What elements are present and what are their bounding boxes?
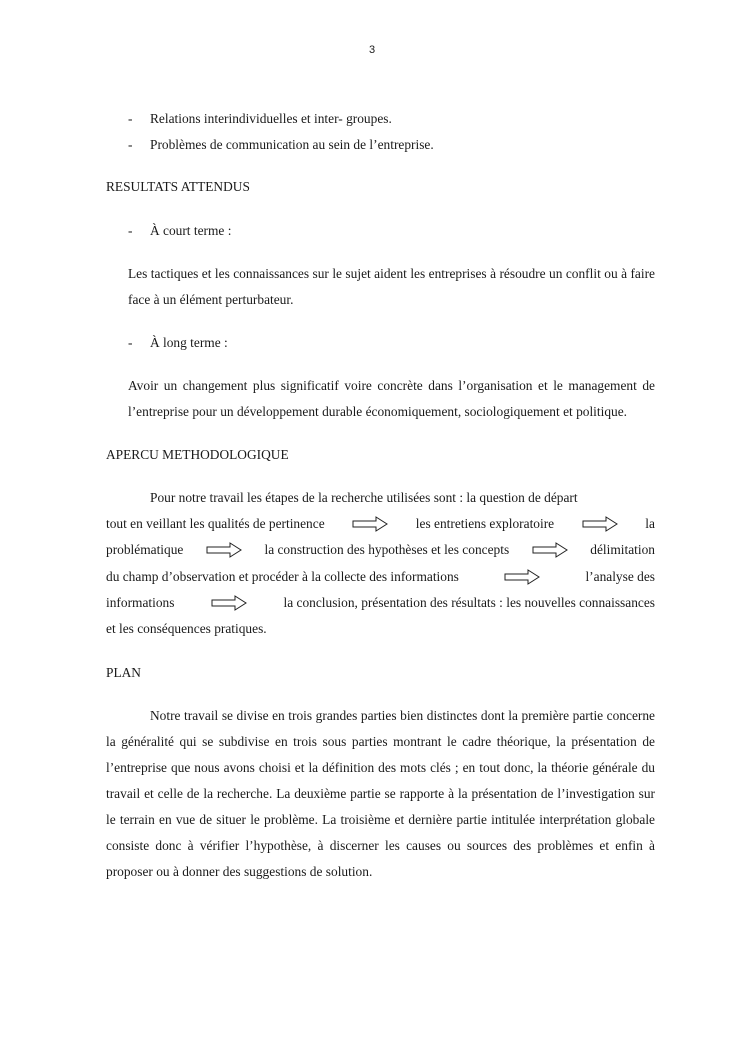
bullet-marker: - bbox=[128, 137, 133, 152]
list-item bbox=[128, 132, 655, 158]
list-item-text: Problèmes de communication au sein de l’entreprise. bbox=[150, 137, 434, 152]
document-body bbox=[106, 106, 655, 885]
apercu-line bbox=[106, 511, 655, 537]
court-terme-paragraph: Les tactiques et les connaissances sur le sujet aident les entreprises à résoudre un conflit ou à faire face à un élément perturbateur. bbox=[128, 266, 655, 307]
apercu-line bbox=[106, 564, 655, 590]
bullet-marker: - bbox=[128, 335, 133, 350]
apercu-line bbox=[106, 537, 655, 563]
section-title-apercu: APERCU METHODOLOGIQUE bbox=[106, 447, 289, 462]
list-item bbox=[128, 106, 655, 132]
right-arrow-icon bbox=[582, 516, 618, 532]
bullet-marker: - bbox=[128, 111, 133, 126]
bullet-marker: - bbox=[128, 223, 133, 238]
right-arrow-icon bbox=[532, 542, 568, 558]
list-item bbox=[128, 218, 655, 244]
apercu-text: les entretiens exploratoire bbox=[415, 516, 555, 532]
right-arrow-icon bbox=[504, 569, 540, 585]
apercu-text: l’analyse des bbox=[585, 568, 655, 584]
apercu-line bbox=[106, 590, 655, 616]
apercu-paragraph bbox=[106, 485, 655, 642]
page-number: 3 bbox=[368, 44, 376, 56]
apercu-text: Pour notre travail les étapes de la recherche utilisées sont : la question de départ bbox=[150, 490, 578, 505]
apercu-line: et les conséquences pratiques. bbox=[106, 620, 267, 636]
court-terme-label: À court terme : bbox=[150, 223, 232, 238]
right-arrow-icon bbox=[211, 595, 247, 611]
long-terme-label: À long terme : bbox=[150, 335, 228, 350]
right-arrow-icon bbox=[352, 516, 388, 532]
section-title-resultats: RESULTATS ATTENDUS bbox=[106, 179, 250, 194]
list-item bbox=[128, 330, 655, 356]
apercu-text: problématique bbox=[106, 542, 184, 558]
right-arrow-icon bbox=[206, 542, 242, 558]
apercu-text: informations bbox=[106, 594, 175, 610]
plan-paragraph: Notre travail se divise en trois grandes parties bien distinctes dont la première partie concerne la généralité qui se subdivise en trois sous parties montrant le cadre théorique, la présentation de l’entreprise que nous avons choisi et la définition des mots clés ; en tout donc, la théorie générale du travail et celle de la recherche. La deuxième partie se rapporte à la présentation de l’investigation sur le terrain en vue de situer le problème. La troisième et dernière partie intitulée interprétation globale consiste donc à vérifier l’hypothèse, à discerner les causes ou sources des problèmes et enfin à proposer ou à donner des suggestions de solution. bbox=[106, 708, 655, 880]
apercu-text: tout en veillant les qualités de pertinence bbox=[106, 516, 325, 532]
apercu-line bbox=[106, 485, 655, 511]
list-item-text: Relations interindividuelles et inter- groupes. bbox=[150, 111, 392, 126]
apercu-text: délimitation bbox=[590, 542, 655, 558]
long-terme-paragraph: Avoir un changement plus significatif voire concrète dans l’organisation et le management de l’entreprise pour un développement durable économiquement, sociologiquement et politique. bbox=[128, 378, 655, 419]
apercu-text: la conclusion, présentation des résultats : les nouvelles connaissances bbox=[283, 594, 655, 610]
section-title-plan: PLAN bbox=[106, 665, 141, 681]
apercu-text: du champ d’observation et procéder à la collecte des informations bbox=[106, 568, 459, 584]
apercu-text: la construction des hypothèses et les concepts bbox=[264, 542, 510, 558]
apercu-text: la bbox=[645, 516, 655, 532]
